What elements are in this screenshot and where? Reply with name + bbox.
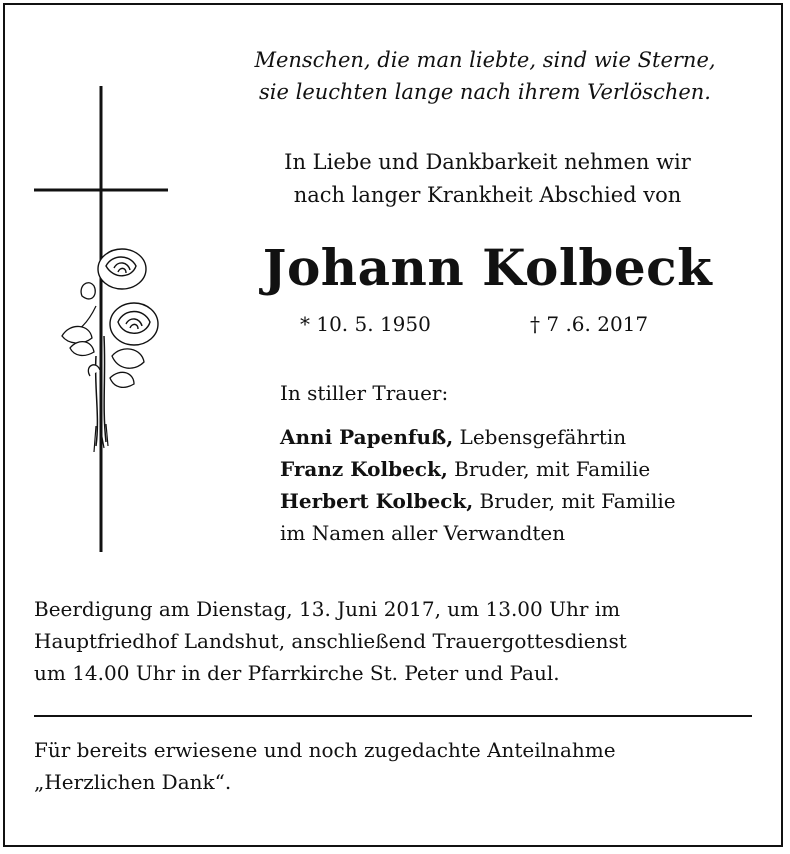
thanks-line-2: „Herzlichen Dank“. (34, 770, 232, 794)
mourner-relation: Lebensgefährtin (453, 425, 627, 449)
intro-text (215, 146, 760, 212)
funeral-line-3: um 14.00 Uhr in der Pfarrkirche St. Peter und Paul. (34, 661, 560, 685)
intro-line-1: In Liebe und Dankbarkeit nehmen wir (284, 150, 691, 174)
mourner-relation: Bruder, mit Familie (473, 489, 676, 513)
funeral-line-1: Beerdigung am Dienstag, 13. Juni 2017, um 13.00 Uhr im (34, 597, 621, 621)
divider-line (34, 715, 752, 717)
mourner-entry (280, 453, 676, 485)
mourning-heading: In stiller Trauer: (280, 381, 449, 405)
thanks-text (34, 734, 764, 798)
quote-line-1: Menschen, die man liebte, sind wie Sterne, (254, 48, 716, 72)
quote-line-2: sie leuchten lange nach ihrem Verlöschen. (259, 80, 711, 104)
mourner-name: Anni Papenfuß, (280, 425, 454, 449)
mourners-list (280, 421, 676, 549)
intro-line-2: nach langer Krankheit Abschied von (293, 183, 682, 207)
birth-date: * 10. 5. 1950 (300, 312, 431, 336)
funeral-details (34, 593, 764, 689)
mourner-relation: Bruder, mit Familie (447, 457, 651, 481)
funeral-line-2: Hauptfriedhof Landshut, anschließend Trauergottesdienst (34, 629, 627, 653)
thanks-line-1: Für bereits erwiesene und noch zugedachte Anteilnahme (34, 738, 616, 762)
mourner-entry (280, 421, 676, 453)
mourner-entry (280, 485, 676, 517)
death-date: † 7 .6. 2017 (530, 312, 649, 336)
deceased-name: Johann Kolbeck (262, 238, 713, 297)
mourners-closing: im Namen aller Verwandten (280, 521, 566, 545)
cross-with-roses-icon (34, 86, 204, 556)
memorial-quote (200, 44, 770, 108)
mourner-name: Herbert Kolbeck, (280, 489, 474, 513)
mourner-name: Franz Kolbeck, (280, 457, 448, 481)
